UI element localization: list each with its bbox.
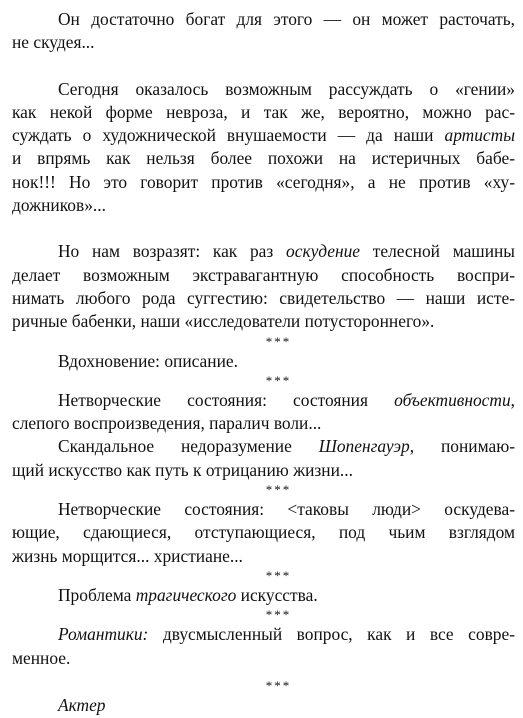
aphorism-actor (12, 694, 515, 717)
text-segment: суждать о художнической внушаемости — да наши (12, 125, 445, 146)
text-line: делает возможным экстравагантную способность воспри- (12, 264, 515, 285)
text-line: Нетворческие состояния: <таковы люди> оскудева- (58, 499, 515, 520)
italic-word: объективности (394, 389, 511, 410)
text-line: менное. (12, 647, 71, 668)
text-line (12, 240, 515, 263)
aphorism-inspiration: Вдохновение: описание. (58, 350, 238, 371)
text-line: щий искусство как путь к отрицанию жизни... (12, 459, 353, 480)
text-line: как некой форме невроза, и так же, вероятно, можно рас- (12, 101, 515, 122)
text-line: нимать любого рода суггестию: свидетельство — наши исте- (12, 287, 515, 308)
paragraph-3 (12, 240, 515, 333)
text-line: нок!!! Но это говорит против «сегодня», а не против «ху- (12, 171, 515, 192)
text-segment: Проблема (58, 584, 136, 605)
text-line (12, 435, 515, 458)
text-segment: телесной машины (360, 241, 515, 262)
text-line (12, 124, 515, 147)
section-separator: *** (265, 333, 292, 349)
text-line: и впрямь как нельзя более похожи на истеричных бабе- (12, 148, 515, 169)
text-line: жизнь морщится... христиане... (12, 545, 243, 566)
paragraph-1 (12, 8, 515, 55)
section-separator: *** (265, 567, 292, 583)
paragraph-2 (12, 78, 515, 218)
text-line (12, 389, 515, 412)
text-line: не скудея... (12, 32, 95, 53)
aphorism-noncreative-1 (12, 389, 515, 436)
section-separator: *** (265, 677, 292, 693)
text-segment: Нетворческие состояния: состояния (58, 389, 395, 410)
aphorism-tragic (12, 584, 515, 607)
italic-word: артисты (444, 125, 515, 146)
italic-word: Романтики: (58, 624, 149, 645)
section-separator: *** (265, 482, 292, 498)
text-segment: , понимаю- (409, 436, 515, 457)
aphorism-schopenhauer (12, 435, 515, 482)
section-separator: *** (265, 372, 292, 388)
text-line: дожников»... (12, 195, 106, 216)
italic-word: Шопенгауэр (318, 436, 410, 457)
text-line (12, 623, 515, 646)
text-line: Он достаточно богат для этого — он может расточать, (58, 9, 515, 29)
text-segment: Но нам возразят: как раз (58, 241, 287, 262)
italic-word: трагического (135, 584, 237, 605)
aphorism-romantics (12, 623, 515, 670)
text-segment: , (510, 389, 515, 410)
text-segment: искусства. (236, 584, 318, 605)
text-segment: Скандальное недоразумение (58, 436, 319, 457)
text-line: ричные бабенки, наши «исследователи потустороннего». (12, 311, 435, 332)
text-line: слепого воспроизведения, паралич воли... (12, 413, 322, 434)
italic-word: Актер (58, 694, 106, 715)
aphorism-noncreative-2 (12, 498, 515, 568)
text-segment: двусмысленный вопрос, как и все совре- (148, 624, 515, 645)
section-separator: *** (265, 607, 292, 623)
text-line: ющие, сдающиеся, отступающиеся, под чьим взглядом (12, 522, 515, 543)
italic-word: оскудение (286, 241, 361, 262)
text-line: Сегодня оказалось возможным рассуждать о «гении» (58, 78, 515, 99)
